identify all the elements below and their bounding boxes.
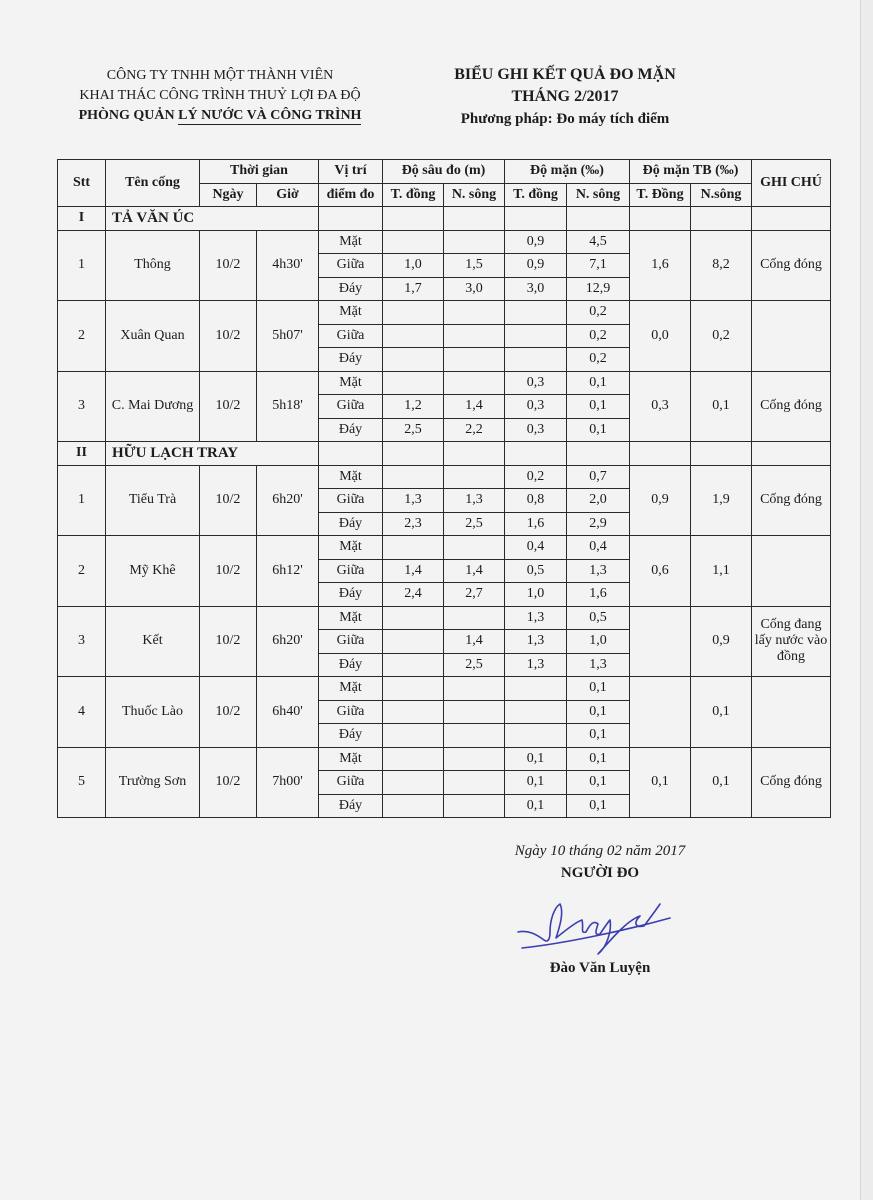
header-ten-cong: Tên cống	[106, 160, 200, 207]
station-stt: 1	[58, 465, 106, 536]
empty-cell	[505, 442, 567, 466]
salinity-t-dong	[505, 301, 567, 325]
salinity-n-song: 0,2	[567, 348, 630, 372]
empty-cell	[691, 442, 752, 466]
section-name: HỮU LẠCH TRAY	[106, 442, 319, 466]
station-date: 10/2	[200, 677, 257, 748]
depth-n-song: 2,5	[444, 512, 505, 536]
salinity-n-song: 1,6	[567, 583, 630, 607]
depth-n-song	[444, 724, 505, 748]
station-date: 10/2	[200, 371, 257, 442]
signature-date: Ngày 10 tháng 02 năm 2017	[514, 843, 686, 859]
table-row	[58, 606, 831, 630]
salinity-n-song: 0,2	[567, 324, 630, 348]
section-number: I	[58, 207, 106, 231]
salinity-t-dong: 1,3	[505, 606, 567, 630]
section-name: TẢ VĂN ÚC	[106, 207, 319, 231]
station-name: Thuốc Lào	[106, 677, 200, 748]
salinity-t-dong: 0,1	[505, 771, 567, 795]
measure-position: Đáy	[319, 724, 383, 748]
header-depth-t-dong: T. đồng	[383, 183, 444, 207]
station-time: 5h18'	[257, 371, 319, 442]
header-do-sau: Độ sâu đo (m)	[383, 160, 505, 184]
depth-n-song	[444, 465, 505, 489]
salinity-n-song: 0,1	[567, 724, 630, 748]
measure-position: Mặt	[319, 230, 383, 254]
depth-n-song: 3,0	[444, 277, 505, 301]
table-row	[58, 371, 831, 395]
measure-position: Mặt	[319, 371, 383, 395]
depth-t-dong: 1,2	[383, 395, 444, 419]
salinity-n-song: 0,1	[567, 794, 630, 818]
empty-cell	[383, 442, 444, 466]
header-depth-n-song: N. sông	[444, 183, 505, 207]
empty-cell	[752, 442, 831, 466]
station-date: 10/2	[200, 747, 257, 818]
salinity-t-dong	[505, 348, 567, 372]
depth-n-song	[444, 677, 505, 701]
depth-t-dong	[383, 653, 444, 677]
measure-position: Đáy	[319, 653, 383, 677]
section-number: II	[58, 442, 106, 466]
station-time: 6h40'	[257, 677, 319, 748]
header-gio: Giờ	[257, 183, 319, 207]
org-line-3a: PHÒNG QUẢN	[78, 108, 175, 123]
salinity-n-song: 0,1	[567, 700, 630, 724]
section-row	[58, 442, 831, 466]
header-do-man-tb: Độ mặn TB (‰)	[630, 160, 752, 184]
avg-salinity-t-dong: 0,9	[630, 465, 691, 536]
empty-cell	[630, 207, 691, 231]
depth-t-dong	[383, 465, 444, 489]
salinity-n-song: 12,9	[567, 277, 630, 301]
org-line-3	[40, 106, 400, 126]
station-date: 10/2	[200, 230, 257, 301]
header-avg-t-dong: T. Đồng	[630, 183, 691, 207]
avg-salinity-t-dong	[630, 606, 691, 677]
station-date: 10/2	[200, 536, 257, 607]
org-line-2: KHAI THÁC CÔNG TRÌNH THUỶ LỢI ĐA ĐỘ	[79, 88, 361, 103]
station-note: Cống đóng	[752, 747, 831, 818]
avg-salinity-n-song: 1,9	[691, 465, 752, 536]
empty-cell	[383, 207, 444, 231]
salinity-t-dong: 1,3	[505, 653, 567, 677]
station-note: Cống đóng	[752, 465, 831, 536]
salinity-n-song: 0,4	[567, 536, 630, 560]
header-ghi-chu: GHI CHÚ	[752, 160, 831, 207]
measurement-method: Phương pháp: Đo máy tích điểm	[460, 111, 670, 127]
measure-position: Đáy	[319, 583, 383, 607]
salinity-table	[57, 159, 831, 818]
signer-name: Đào Văn Luyện	[549, 960, 651, 976]
depth-t-dong	[383, 747, 444, 771]
empty-cell	[319, 442, 383, 466]
station-note: Cống đang lấy nước vào đồng	[752, 606, 831, 677]
depth-n-song: 2,2	[444, 418, 505, 442]
empty-cell	[319, 207, 383, 231]
station-time: 6h12'	[257, 536, 319, 607]
depth-t-dong: 2,3	[383, 512, 444, 536]
table-row	[58, 536, 831, 560]
avg-salinity-n-song: 0,9	[691, 606, 752, 677]
station-name: C. Mai Dương	[106, 371, 200, 442]
measure-position: Mặt	[319, 606, 383, 630]
station-time: 6h20'	[257, 465, 319, 536]
table-row	[58, 465, 831, 489]
station-date: 10/2	[200, 606, 257, 677]
measure-position: Giữa	[319, 559, 383, 583]
depth-n-song: 1,5	[444, 254, 505, 278]
station-date: 10/2	[200, 301, 257, 372]
station-time: 5h07'	[257, 301, 319, 372]
document-title-block	[405, 64, 725, 130]
station-stt: 3	[58, 606, 106, 677]
depth-t-dong	[383, 700, 444, 724]
handwritten-signature	[510, 890, 680, 960]
depth-n-song: 2,5	[444, 653, 505, 677]
depth-t-dong	[383, 348, 444, 372]
measure-position: Giữa	[319, 395, 383, 419]
depth-t-dong	[383, 371, 444, 395]
avg-salinity-t-dong: 0,6	[630, 536, 691, 607]
depth-t-dong	[383, 794, 444, 818]
depth-n-song	[444, 771, 505, 795]
salinity-n-song: 1,3	[567, 559, 630, 583]
station-note: Cống đóng	[752, 371, 831, 442]
depth-t-dong: 2,5	[383, 418, 444, 442]
org-line-3b: LÝ NƯỚC VÀ CÔNG TRÌNH	[178, 108, 362, 123]
depth-n-song: 1,4	[444, 630, 505, 654]
depth-n-song	[444, 747, 505, 771]
avg-salinity-n-song: 0,1	[691, 747, 752, 818]
measure-position: Đáy	[319, 794, 383, 818]
station-name: Thông	[106, 230, 200, 301]
station-name: Xuân Quan	[106, 301, 200, 372]
depth-n-song	[444, 700, 505, 724]
signer-title: NGƯỜI ĐO	[560, 865, 640, 881]
salinity-n-song: 0,1	[567, 395, 630, 419]
avg-salinity-t-dong	[630, 677, 691, 748]
avg-salinity-t-dong: 1,6	[630, 230, 691, 301]
avg-salinity-t-dong: 0,1	[630, 747, 691, 818]
measure-position: Giữa	[319, 771, 383, 795]
header-sal-n-song: N. sông	[567, 183, 630, 207]
salinity-t-dong	[505, 677, 567, 701]
station-name: Tiểu Trà	[106, 465, 200, 536]
station-note	[752, 536, 831, 607]
depth-n-song: 1,3	[444, 489, 505, 513]
table-row	[58, 301, 831, 325]
depth-t-dong: 1,4	[383, 559, 444, 583]
header-avg-n-song: N.sông	[691, 183, 752, 207]
salinity-n-song: 0,1	[567, 371, 630, 395]
avg-salinity-t-dong: 0,3	[630, 371, 691, 442]
measure-position: Mặt	[319, 536, 383, 560]
salinity-t-dong	[505, 324, 567, 348]
header-vi-tri: Vị trí	[319, 160, 383, 184]
depth-n-song	[444, 230, 505, 254]
salinity-t-dong: 0,3	[505, 371, 567, 395]
empty-cell	[752, 207, 831, 231]
depth-t-dong	[383, 536, 444, 560]
salinity-n-song: 0,7	[567, 465, 630, 489]
station-time: 7h00'	[257, 747, 319, 818]
measure-position: Giữa	[319, 489, 383, 513]
salinity-n-song: 0,1	[567, 677, 630, 701]
document-month: THÁNG 2/2017	[511, 88, 619, 105]
station-stt: 1	[58, 230, 106, 301]
measure-position: Giữa	[319, 324, 383, 348]
salinity-t-dong: 0,1	[505, 794, 567, 818]
depth-n-song	[444, 606, 505, 630]
salinity-t-dong: 0,9	[505, 230, 567, 254]
empty-cell	[505, 207, 567, 231]
depth-n-song	[444, 301, 505, 325]
salinity-t-dong	[505, 700, 567, 724]
avg-salinity-n-song: 0,2	[691, 301, 752, 372]
salinity-t-dong: 0,3	[505, 395, 567, 419]
header-sal-t-dong: T. đồng	[505, 183, 567, 207]
empty-cell	[444, 207, 505, 231]
header-row-1	[58, 160, 831, 184]
table-row	[58, 230, 831, 254]
header-do-man: Độ mặn (‰)	[505, 160, 630, 184]
avg-salinity-n-song: 0,1	[691, 371, 752, 442]
station-stt: 5	[58, 747, 106, 818]
depth-t-dong	[383, 771, 444, 795]
salinity-n-song: 0,1	[567, 418, 630, 442]
depth-t-dong	[383, 677, 444, 701]
section-row	[58, 207, 831, 231]
depth-n-song: 1,4	[444, 395, 505, 419]
table-body	[58, 160, 831, 818]
organization-header	[40, 66, 400, 126]
salinity-t-dong: 1,3	[505, 630, 567, 654]
empty-cell	[691, 207, 752, 231]
salinity-t-dong: 0,8	[505, 489, 567, 513]
salinity-t-dong: 1,6	[505, 512, 567, 536]
salinity-t-dong: 0,4	[505, 536, 567, 560]
measure-position: Đáy	[319, 348, 383, 372]
measure-position: Giữa	[319, 630, 383, 654]
station-name: Mỹ Khê	[106, 536, 200, 607]
document-title: BIỂU GHI KẾT QUẢ ĐO MẶN	[454, 66, 676, 83]
depth-n-song	[444, 536, 505, 560]
station-time: 6h20'	[257, 606, 319, 677]
station-note	[752, 301, 831, 372]
depth-t-dong: 1,7	[383, 277, 444, 301]
avg-salinity-t-dong: 0,0	[630, 301, 691, 372]
depth-t-dong: 1,0	[383, 254, 444, 278]
avg-salinity-n-song: 1,1	[691, 536, 752, 607]
salinity-t-dong: 0,5	[505, 559, 567, 583]
empty-cell	[567, 207, 630, 231]
table-row	[58, 677, 831, 701]
table-row	[58, 747, 831, 771]
measure-position: Mặt	[319, 301, 383, 325]
empty-cell	[567, 442, 630, 466]
station-name: Kết	[106, 606, 200, 677]
depth-t-dong	[383, 606, 444, 630]
measure-position: Giữa	[319, 254, 383, 278]
station-stt: 3	[58, 371, 106, 442]
measure-position: Đáy	[319, 277, 383, 301]
salinity-n-song: 0,1	[567, 747, 630, 771]
measure-position: Mặt	[319, 747, 383, 771]
depth-t-dong	[383, 324, 444, 348]
depth-t-dong: 2,4	[383, 583, 444, 607]
measure-position: Mặt	[319, 677, 383, 701]
salinity-t-dong: 0,1	[505, 747, 567, 771]
salinity-n-song: 2,9	[567, 512, 630, 536]
station-name: Trường Sơn	[106, 747, 200, 818]
header-thoi-gian: Thời gian	[200, 160, 319, 184]
salinity-t-dong: 0,2	[505, 465, 567, 489]
measure-position: Đáy	[319, 418, 383, 442]
header-ngay: Ngày	[200, 183, 257, 207]
salinity-n-song: 1,3	[567, 653, 630, 677]
salinity-t-dong	[505, 724, 567, 748]
depth-n-song	[444, 371, 505, 395]
empty-cell	[630, 442, 691, 466]
avg-salinity-n-song: 8,2	[691, 230, 752, 301]
depth-t-dong: 1,3	[383, 489, 444, 513]
salinity-n-song: 0,5	[567, 606, 630, 630]
measure-position: Đáy	[319, 512, 383, 536]
depth-n-song: 2,7	[444, 583, 505, 607]
station-note: Cống đóng	[752, 230, 831, 301]
depth-t-dong	[383, 230, 444, 254]
salinity-t-dong: 0,9	[505, 254, 567, 278]
depth-t-dong	[383, 630, 444, 654]
avg-salinity-n-song: 0,1	[691, 677, 752, 748]
measure-position: Mặt	[319, 465, 383, 489]
measure-position: Giữa	[319, 700, 383, 724]
org-line-1: CÔNG TY TNHH MỘT THÀNH VIÊN	[106, 68, 334, 83]
header-stt: Stt	[58, 160, 106, 207]
salinity-t-dong: 1,0	[505, 583, 567, 607]
salinity-n-song: 0,2	[567, 301, 630, 325]
salinity-t-dong: 3,0	[505, 277, 567, 301]
depth-t-dong	[383, 724, 444, 748]
salinity-n-song: 4,5	[567, 230, 630, 254]
salinity-n-song: 2,0	[567, 489, 630, 513]
station-time: 4h30'	[257, 230, 319, 301]
depth-n-song	[444, 794, 505, 818]
empty-cell	[444, 442, 505, 466]
salinity-t-dong: 0,3	[505, 418, 567, 442]
station-stt: 2	[58, 536, 106, 607]
depth-n-song	[444, 348, 505, 372]
salinity-n-song: 0,1	[567, 771, 630, 795]
depth-t-dong	[383, 301, 444, 325]
station-stt: 4	[58, 677, 106, 748]
header-diem-do: điểm đo	[319, 183, 383, 207]
salinity-n-song: 1,0	[567, 630, 630, 654]
station-note	[752, 677, 831, 748]
depth-n-song	[444, 324, 505, 348]
station-stt: 2	[58, 301, 106, 372]
depth-n-song: 1,4	[444, 559, 505, 583]
station-date: 10/2	[200, 465, 257, 536]
salinity-n-song: 7,1	[567, 254, 630, 278]
